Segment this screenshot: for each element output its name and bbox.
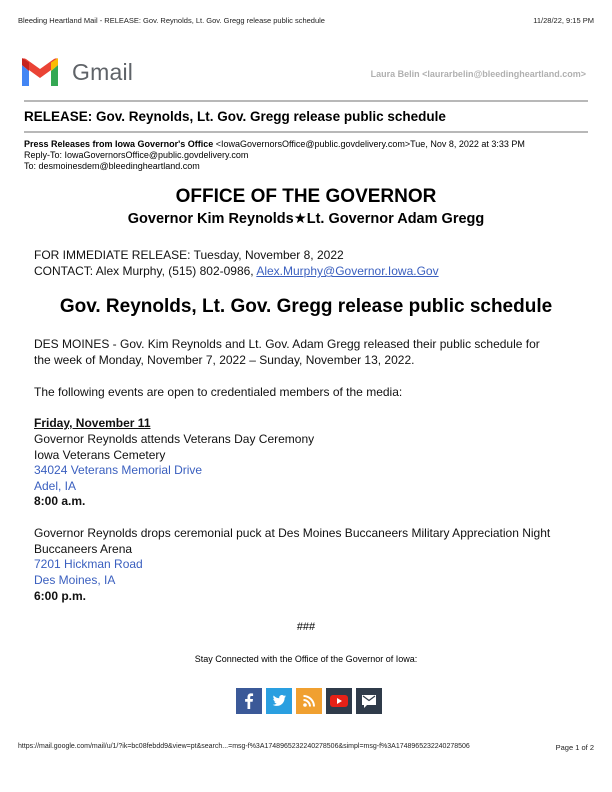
end-mark: ### [296,621,316,633]
event-street-link[interactable]: 34024 Veterans Memorial Drive [34,463,203,477]
twitter-icon [266,688,292,714]
open-note: The following events are open to credentialed members of the media: [34,385,403,399]
email-subject: RELEASE: Gov. Reynolds, Lt. Gov. Gregg release public schedule [24,109,446,124]
contact-email-link[interactable]: Alex.Murphy@Governor.Iowa.Gov [256,264,439,278]
intro-line-2: the week of Monday, November 7, 2022 – Sunday, November 13, 2022. [34,353,415,367]
event-title: Governor Reynolds attends Veterans Day Ceremony [34,432,315,446]
office-title: OFFICE OF THE GOVERNOR [175,186,437,207]
facebook-button[interactable] [236,688,262,714]
email-date: Tue, Nov 8, 2022 at 3:33 PM [410,139,525,149]
reply-to: Reply-To: IowaGovernorsOffice@public.govdelivery.com [24,150,249,160]
print-header-title: Bleeding Heartland Mail - RELEASE: Gov. Reynolds, Lt. Gov. Gregg release public schedule [18,16,325,25]
twitter-button[interactable] [266,688,292,714]
event-street-link[interactable]: 7201 Hickman Road [34,557,143,571]
print-footer-url: https://mail.google.com/mail/u/1/?ik=bc08febdd9&view=pt&search...=msg-f%3A1748965232240278506&simpl=msg-f%3A1748965232240278506 [18,743,470,750]
divider [24,100,588,102]
rss-icon [296,688,322,714]
event-title: Governor Reynolds drops ceremonial puck at Des Moines Buccaneers Military Appreciation Night [34,526,551,540]
account-label: Laura Belin <laurarbelin@bleedingheartland.com> [370,69,586,79]
event-time: 8:00 a.m. [34,494,86,508]
youtube-icon [326,688,352,714]
gmail-logo-icon [20,56,60,88]
stay-connected: Stay Connected with the Office of the Governor of Iowa: [194,654,418,664]
governors-line: Governor Kim Reynolds★Lt. Governor Adam Gregg [127,211,485,227]
facebook-icon [236,688,262,714]
email-signup-button[interactable] [356,688,382,714]
social-links [236,688,382,714]
gmail-wordmark: Gmail [72,59,134,85]
print-header-datetime: 11/28/22, 9:15 PM [533,16,594,25]
email-icon [356,688,382,714]
event-time: 6:00 p.m. [34,589,87,603]
contact-line [34,264,439,280]
contact-prefix: CONTACT: Alex Murphy, (515) 802-0986, [34,264,257,278]
schedule-day: Friday, November 11 [34,416,151,430]
event-city-link[interactable]: Des Moines, IA [34,573,116,587]
recipient: To: desmoinesdem@bleedingheartland.com [24,161,200,171]
release-date: FOR IMMEDIATE RELEASE: Tuesday, November 8, 2022 [34,248,344,262]
divider [24,131,588,133]
event-city-link[interactable]: Adel, IA [34,479,77,493]
email-from-row [24,139,594,150]
event-venue: Iowa Veterans Cemetery [34,448,166,462]
print-footer-page: Page 1 of 2 [555,743,594,752]
youtube-button[interactable] [326,688,352,714]
sender-address: <IowaGovernorsOffice@public.govdelivery.com> [213,139,411,149]
rss-button[interactable] [296,688,322,714]
sender-name: Press Releases from Iowa Governor's Office [24,139,214,149]
release-headline: Gov. Reynolds, Lt. Gov. Gregg release public schedule [59,296,553,317]
intro-line-1: DES MOINES - Gov. Kim Reynolds and Lt. Gov. Adam Gregg released their public schedule for [34,337,540,351]
event-venue: Buccaneers Arena [34,542,133,556]
